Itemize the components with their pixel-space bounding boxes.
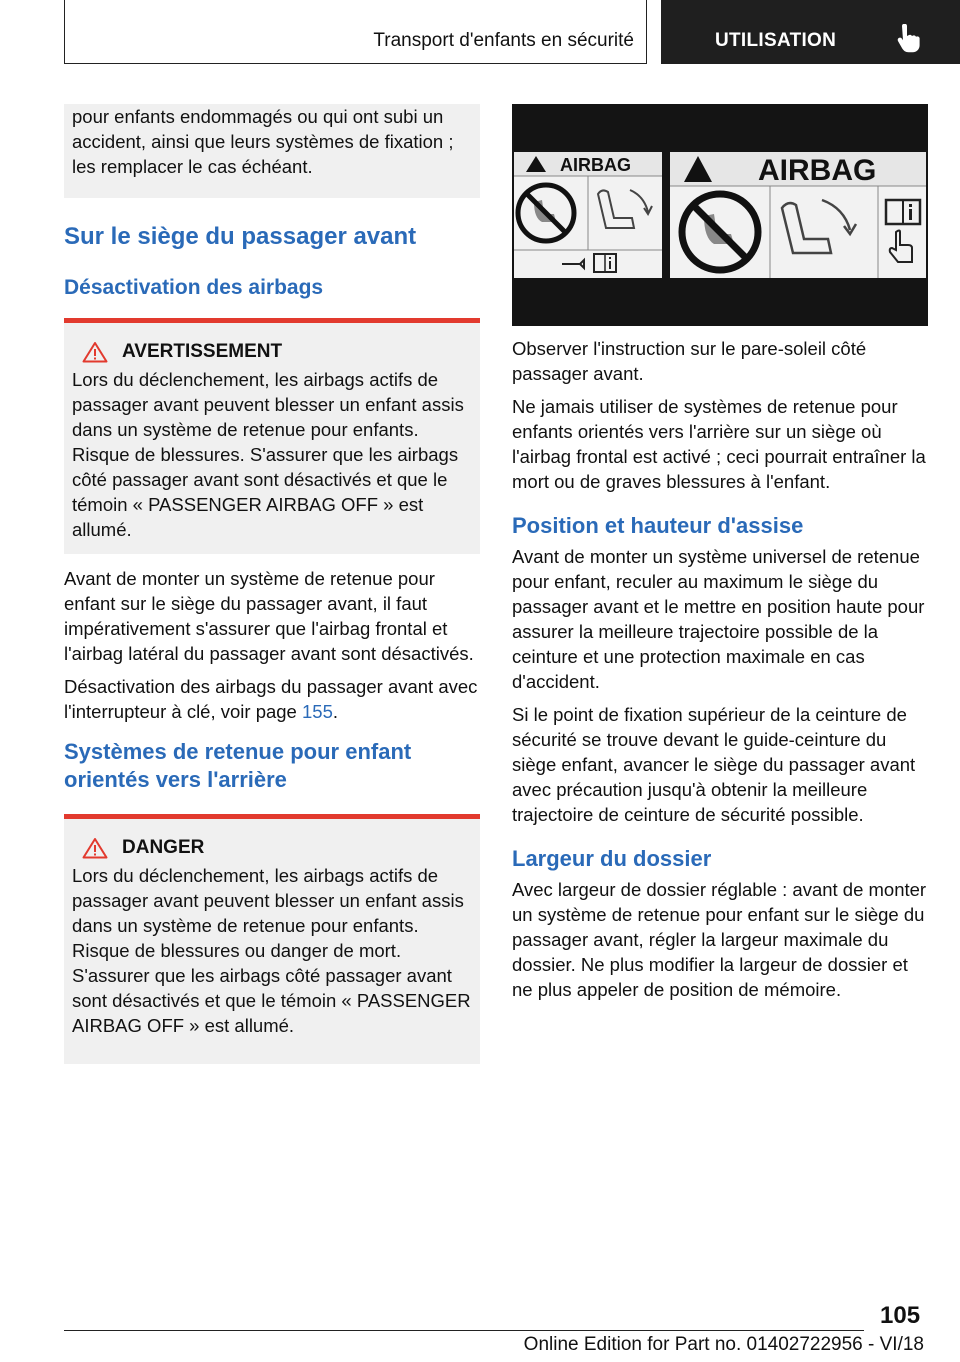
heading-backrest-width: Largeur du dossier xyxy=(512,846,712,871)
warning-text: Lors du déclenchement, les airbags actifs de passager avant peuvent blesser un enfant assis dans un système de retenue pour enfants. Risque de blessures. S'assurer que les airbags côté passager avant sont désactivés et que le témoin « PASSENGER AIRBAG OFF » est allumé. xyxy=(72,369,464,540)
warning-box xyxy=(64,318,480,554)
key-switch-text: Désactivation des airbags du passager avant avec l'interrupteur à clé, voir page xyxy=(64,676,478,722)
chapter-title: UTILISATION xyxy=(715,30,837,51)
left-column xyxy=(64,104,480,1064)
pointing-hand-icon xyxy=(893,24,921,54)
continued-note xyxy=(64,104,480,198)
page-number: 105 xyxy=(880,1302,921,1329)
paragraph-position-2: Si le point de fixation supérieur de la ceinture de sécurité se trouve devant le guide-ceinture du siège enfant, avancer le siège du passager avant avec précaution jusqu'à obtenir la meilleure trajectoire de ceinture de sécurité possible. xyxy=(512,704,916,825)
footer-edition: Online Edition for Part no. 01402722956 - VI/18 xyxy=(523,1334,924,1355)
footer-rule xyxy=(64,1330,864,1331)
header-section-box xyxy=(64,0,647,64)
header-chapter-box xyxy=(661,0,960,64)
paragraph-observe-instruction: Observer l'instruction sur le pare-soleil côté passager avant. xyxy=(512,338,867,384)
paragraph-position-1: Avant de monter un système universel de retenue pour enfant, reculer au maximum le siège du passager avant et le mettre en position haute pour assurer la meilleure trajectoire possible de la ceinture et une protection maximale en cas d'accident. xyxy=(512,546,925,692)
paragraph-never-use: Ne jamais utiliser de systèmes de retenue pour enfants orientés vers l'arrière sur un siège où l'airbag frontal est activé ; ceci pourrait entraîner la mort ou de graves blessures à l'enfant. xyxy=(512,396,926,492)
danger-title: DANGER xyxy=(122,837,205,858)
danger-header xyxy=(72,837,472,859)
airbag-labels-illustration xyxy=(512,104,928,326)
danger-text: Lors du déclenchement, les airbags actifs de passager avant peuvent blesser un enfant assis dans un système de retenue pour enfants. Risque de blessures ou danger de mort. S'assurer que les airbags côté passager avant sont désactivés et que le témoin « PASSENGER AIRBAG OFF » est allumé. xyxy=(72,865,471,1036)
paragraph-backrest-width: Avec largeur de dossier réglable : avant de monter un système de retenue pour enfant sur le siège du passager avant, régler la largeur maximale du dossier. Ne plus modifier la largeur de dossier et ne plus appeler de position de mémoire. xyxy=(512,879,927,1000)
key-switch-period: . xyxy=(332,701,339,722)
heading-seat-position: Position et hauteur d'assise xyxy=(512,513,804,538)
paragraph-before-mounting: Avant de monter un système de retenue pour enfant sur le siège du passager avant, il faut impérativement s'assurer que l'airbag frontal et l'airbag latéral du passager avant sont désactivés. xyxy=(64,568,474,664)
heading-rear-facing: Systèmes de retenue pour enfant orientés vers l'arrière xyxy=(64,739,412,792)
heading-airbag-deactivation: Désactivation des airbags xyxy=(64,276,324,299)
section-title: Transport d'enfants en sécurité xyxy=(373,30,634,51)
page-link-155[interactable]: 155 xyxy=(302,701,333,722)
heading-front-seat: Sur le siège du passager avant xyxy=(64,223,417,250)
large-label-text: AIRBAG xyxy=(758,154,877,187)
small-label-text: AIRBAG xyxy=(560,155,631,175)
warning-header xyxy=(72,341,472,363)
paragraph-key-switch xyxy=(64,674,480,724)
warning-triangle-icon xyxy=(82,341,108,363)
warning-title: AVERTISSEMENT xyxy=(122,341,283,362)
right-column xyxy=(512,104,928,1010)
danger-triangle-icon xyxy=(82,837,108,859)
continued-note-text: pour enfants endommagés ou qui ont subi un accident, ainsi que leurs systèmes de fixation ; les remplacer le cas échéant. xyxy=(72,106,454,177)
danger-box xyxy=(64,814,480,1064)
airbag-label-photo xyxy=(512,104,928,326)
